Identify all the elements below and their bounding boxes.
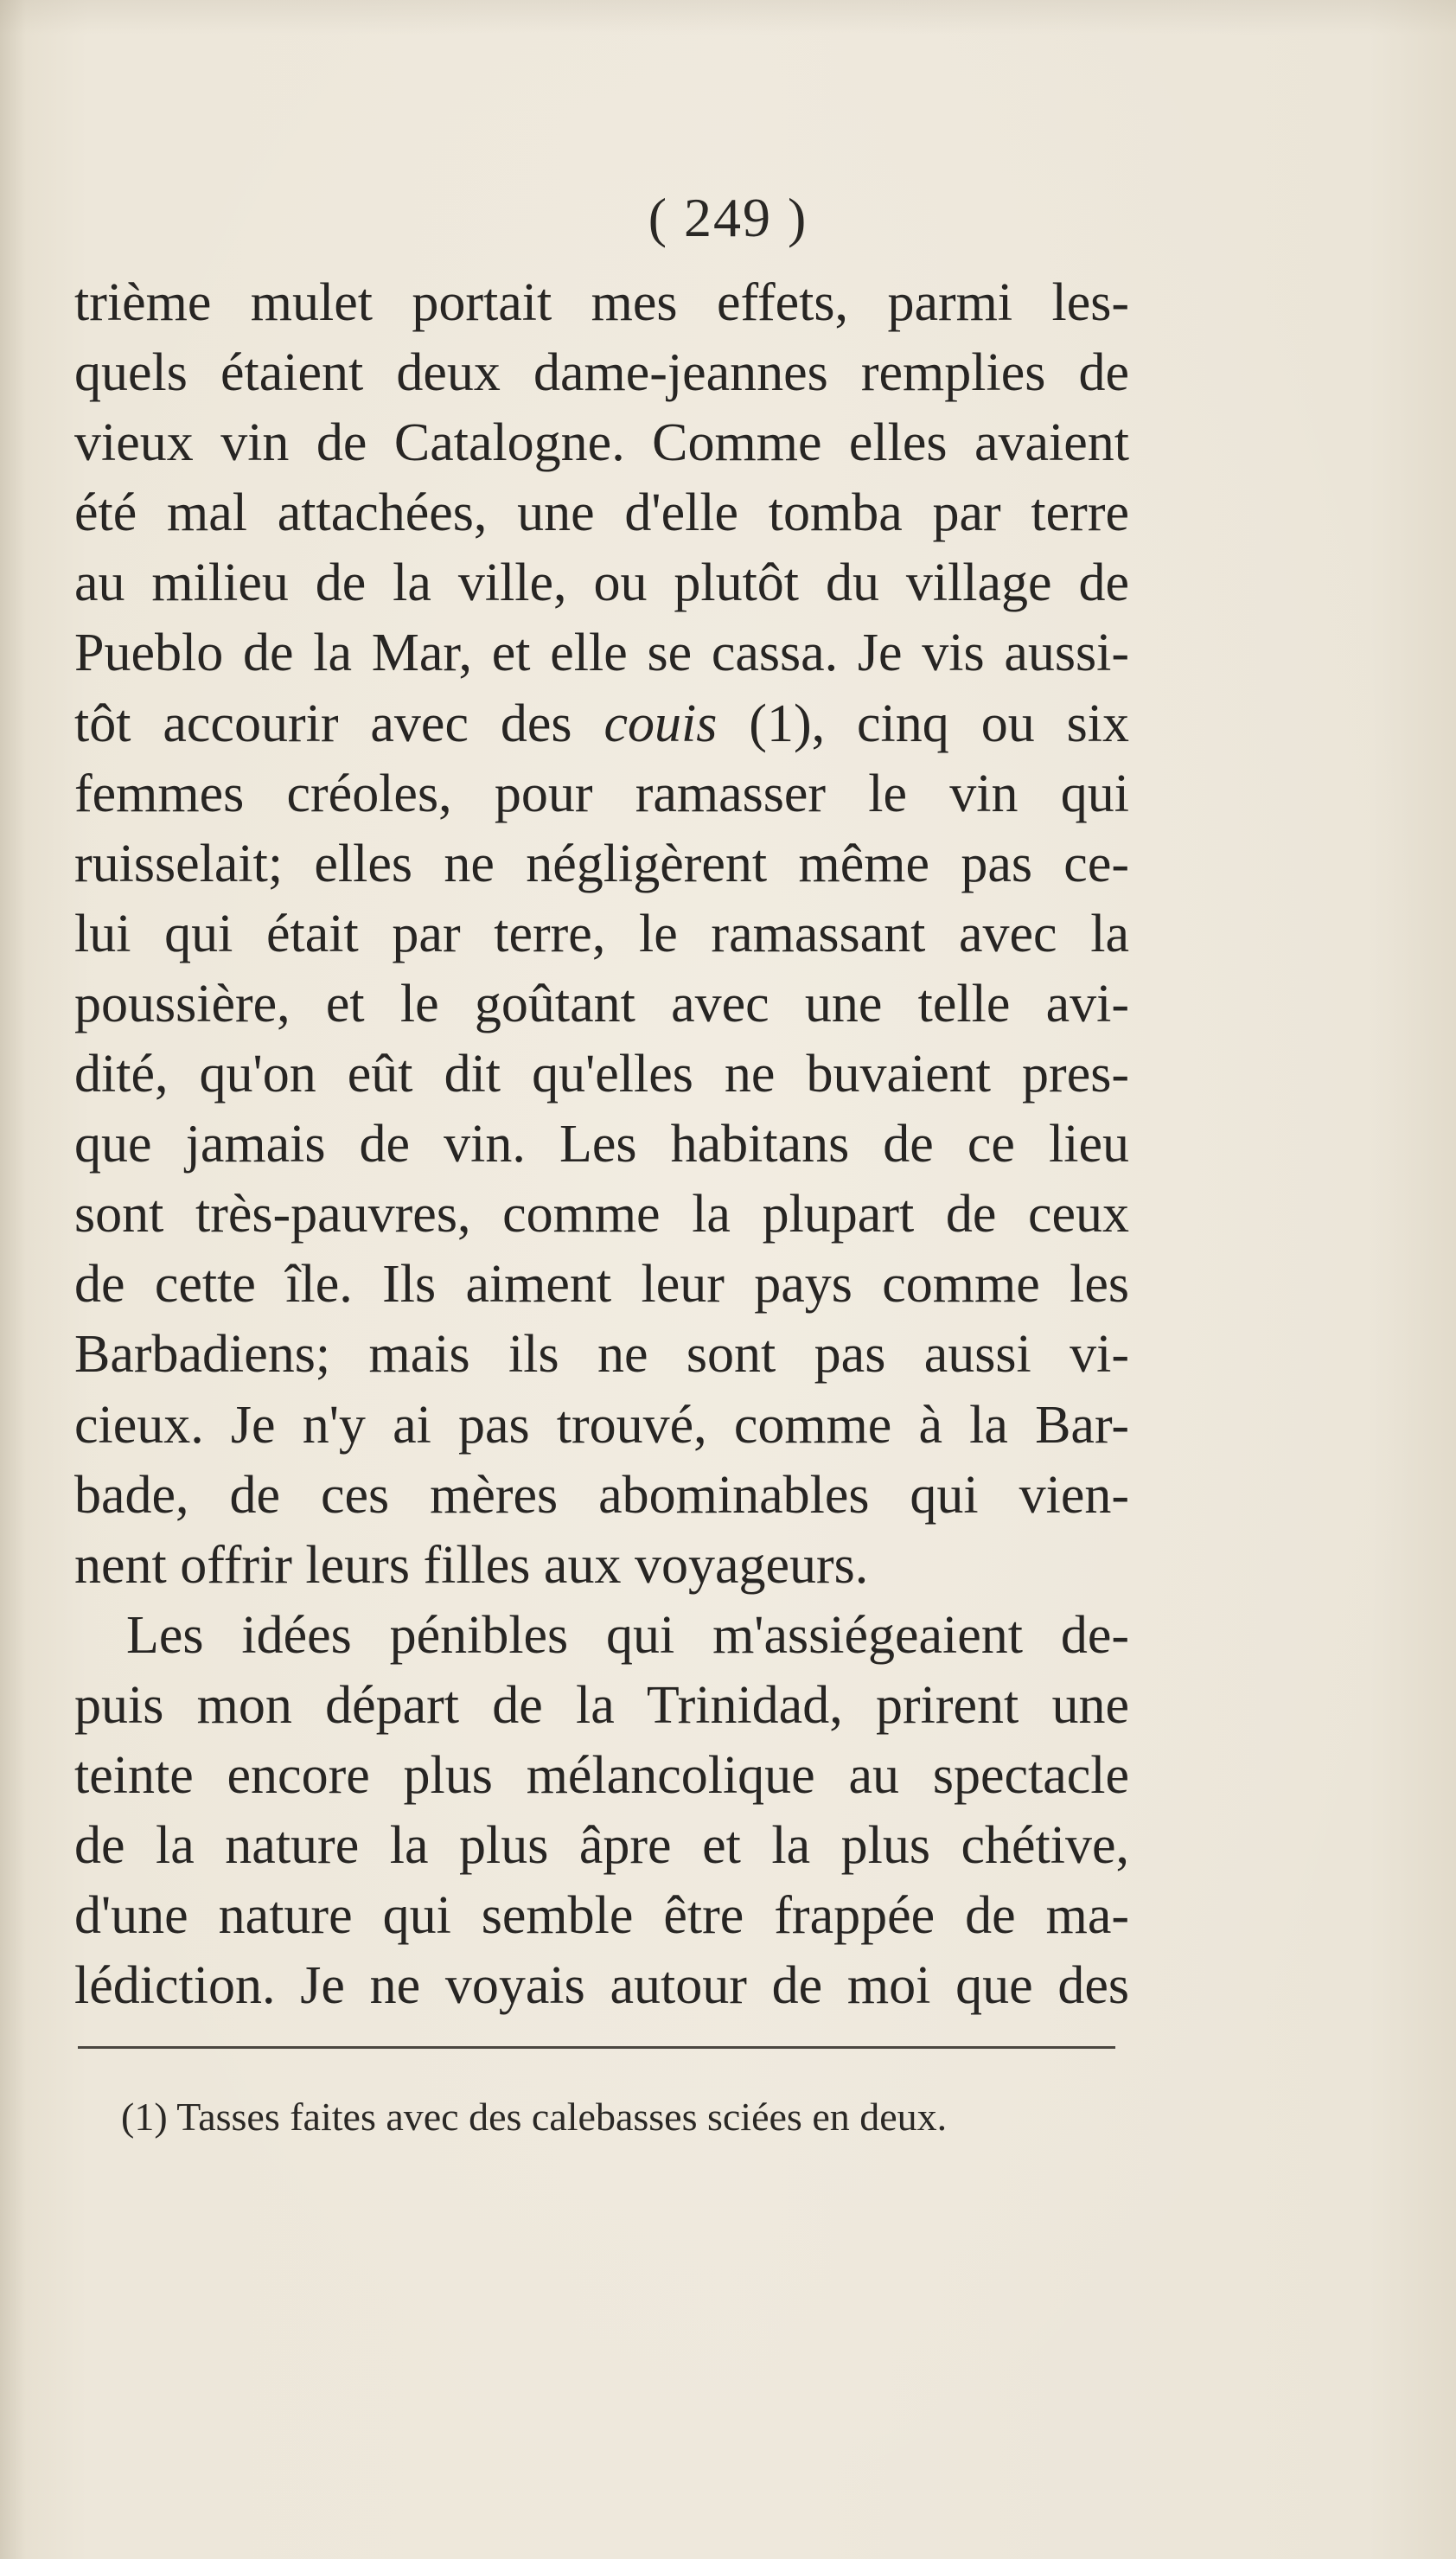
- text-line-6: Pueblo de la Mar, et elle se cassa. Je vis aussi-: [74, 624, 1129, 683]
- page-gutter-shadow: [0, 0, 26, 2559]
- text-line-7-before: tôt accourir avec des: [74, 694, 604, 753]
- page-top-shadow: [0, 0, 1456, 35]
- text-line-13: que jamais de vin. Les habitans de ce lieu: [74, 1115, 1129, 1174]
- text-line-11: poussière, et le goûtant avec une telle avi-: [74, 974, 1129, 1033]
- text-line-19: nent offrir leurs filles aux voyageurs.: [74, 1535, 869, 1595]
- body-text: [74, 268, 1129, 2021]
- text-line-25: lédiction. Je ne voyais autour de moi que des: [74, 1956, 1129, 2016]
- text-line-8: femmes créoles, pour ramasser le vin qui: [74, 764, 1129, 823]
- text-line-7-after: (1), cinq ou six: [717, 694, 1129, 753]
- text-line-2: quels étaient deux dame-jeannes remplies de: [74, 343, 1129, 403]
- text-line-14: sont très-pauvres, comme la plupart de ceux: [74, 1185, 1129, 1244]
- text-line-24: d'une nature qui semble être frappée de ma-: [74, 1886, 1129, 1946]
- text-line-1: trième mulet portait mes effets, parmi les-: [74, 273, 1129, 332]
- text-line-9: ruisselait; elles ne négligèrent même pas ce-: [74, 834, 1129, 893]
- text-line-18: bade, de ces mères abominables qui vien-: [74, 1465, 1129, 1525]
- text-line-12: dité, qu'on eût dit qu'elles ne buvaient pres-: [74, 1045, 1129, 1104]
- text-line-16: Barbadiens; mais ils ne sont pas aussi vi-: [74, 1325, 1129, 1385]
- text-line-23: de la nature la plus âpre et la plus chétive,: [74, 1816, 1129, 1876]
- text-line-4: été mal attachées, une d'elle tomba par terre: [74, 483, 1129, 543]
- footnote: (1) Tasses faites avec des calebasses sciées en deux.: [121, 2095, 948, 2139]
- text-line-10: lui qui était par terre, le ramassant avec la: [74, 904, 1129, 963]
- text-line-17: cieux. Je n'y ai pas trouvé, comme à la Bar-: [74, 1395, 1129, 1455]
- italic-word-couis: couis: [603, 694, 718, 753]
- text-line-22: teinte encore plus mélancolique au spectacle: [74, 1745, 1129, 1805]
- footnote-rule: [78, 2046, 1115, 2049]
- text-line-3: vieux vin de Catalogne. Comme elles avaient: [74, 413, 1129, 473]
- text-line-21: puis mon départ de la Trinidad, prirent une: [74, 1675, 1129, 1735]
- page-number: ( 249 ): [648, 187, 808, 248]
- text-line-20: Les idées pénibles qui m'assiégeaient de-: [126, 1605, 1129, 1665]
- text-line-15: de cette île. Ils aiment leur pays comme les: [74, 1255, 1129, 1315]
- text-line-7: [74, 689, 1129, 759]
- text-line-5: au milieu de la ville, ou plutôt du village de: [74, 553, 1129, 613]
